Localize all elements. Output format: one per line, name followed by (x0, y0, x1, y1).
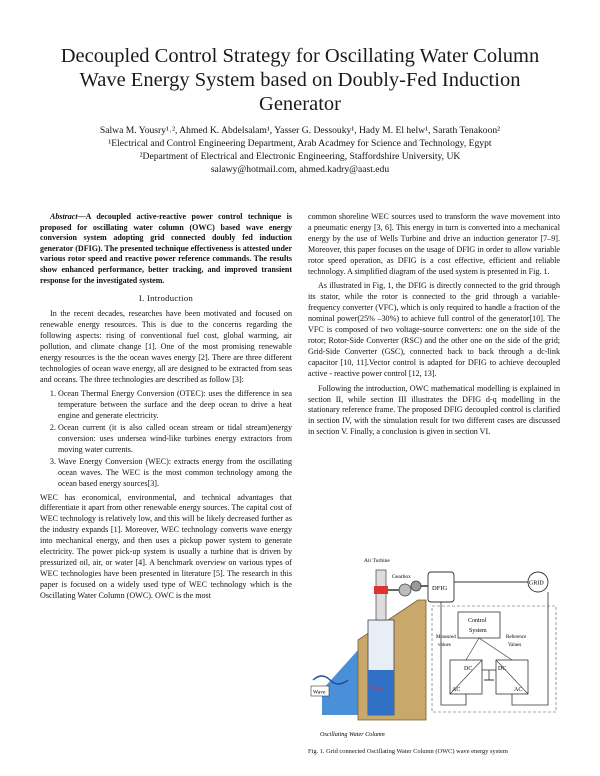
list-item: 2. Ocean current (it is also called ocean stream or tidal stream)energy conversion: uses undersea wind-like turbines energy extractors from moving water currents. (58, 423, 292, 456)
owc-label: Oscillating Water Column (320, 731, 385, 738)
water-label: Water (370, 686, 385, 692)
list-item: 1. Ocean Thermal Energy Conversion (OTEC): uses the difference in sea temperature between the surface and the deep ocean to drive a heat engine and generate electricity. (58, 389, 292, 422)
measured-label: Measured (436, 635, 456, 640)
rsc-dc-label: DC (464, 666, 473, 672)
control-signal-line (479, 638, 512, 660)
list-item: 3. Wave Energy Conversion (WEC): extracts energy from the oscillating ocean waves. The WEC is the most common technology among the ocean based energy sources[3]. (58, 457, 292, 490)
air-turbine-label: Air Turbine (364, 558, 390, 564)
author-block (20, 124, 580, 176)
system-label: System (469, 628, 487, 634)
control-system-box (458, 612, 500, 638)
water-column-shape (368, 670, 394, 715)
section-heading-introduction: I. Introduction (138, 293, 194, 304)
left-column (40, 212, 292, 606)
right-column (308, 212, 560, 442)
affiliation-1: ¹Electrical and Control Engineering Department, Arab Acadmey for Science and Technology, Egypt (108, 138, 492, 149)
dfig-label: DFIG (432, 585, 448, 592)
author-names: Salwa M. Yousry¹˒², Ahmed K. Abdelsalam¹, Yasser G. Dessouky¹, Hady M. El helw¹, Sarath Tenakoon² (99, 125, 501, 136)
abstract-text: —A decoupled active-reactive power control technique is proposed for oscillating water column (OWC) based wave energy conversion system adopting grid connected doubly fed induction generator (DFIG). The presented technique effectiveness is attested under various rotor speed and reactive power reference commands. The results show enhanced performance, better tracking, and improved transient response for the investigated system. (40, 212, 292, 285)
reference-label: Reference (506, 635, 527, 640)
air-turbine-shape (374, 586, 388, 594)
affiliation-2: ²Department of Electrical and Electronic Engineering, Staffordshire University, UK (139, 151, 461, 162)
gsc-dc-label: DC (498, 666, 507, 672)
figure-caption: Fig. 1. Grid connected Oscillating Water Column (OWC) wave energy system (308, 748, 508, 755)
control-signal-line (466, 638, 479, 660)
intro-paragraph-3: common shoreline WEC sources used to transform the wave movement into a pneumatic energy [3, 6]. This energy in turn is converted into a mechanical energy by the use of Wells Turbine and drive an induction generator [7–9]. Moreover, this paper focuses on the usage of DFIG in order to allow variable rotor speed operation, as DFIG is a cost effective, efficient and reliable technology. A simplified diagram of the used system is presented in Fig. 1. (308, 212, 560, 276)
technology-list (40, 389, 292, 489)
author-emails: salawy@hotmail.com, ahmed.kadry@aast.edu (210, 164, 390, 175)
paper-title: Decoupled Control Strategy for Oscillating Water Column Wave Energy System based on Doubly-Fed Induction Generator (60, 45, 540, 115)
grid-label: GRID (529, 580, 544, 587)
measured-values-label: values (438, 643, 451, 648)
reference-values-label: Values (508, 643, 522, 648)
intro-paragraph-4: As illustrated in Fig, 1, the DFIG is directly connected to the grid through its stator, while the rotor is connected to the grid through a variable-frequency converter (VFC), which is only required to handle a fraction of the nominal power(25% –30%) to achieve full control of the generator[10]. The VFC is composed of two voltage-source converters: one on the side of the rotor; Rotor-Side Converter (RSC) and the other one on the side of the grid; Grid-Side Converter (GSC), connected back to back through a dc-link capacitor [10, 11].Vector control is adapted for DFIG to achieve decoupled active - reactive power control [12, 13]. (308, 281, 560, 378)
gearbox-label: Gearbox (392, 574, 411, 580)
figure-1 (308, 540, 560, 740)
air-duct (376, 570, 386, 620)
wave-label: Wave (313, 689, 326, 696)
intro-paragraph-5: Following the introduction, OWC mathematical modelling is explained in section II, while section III illustrates the DFIG d-q modelling in the stationary reference frame. The proposed DFIG decoupled control is clarified in section IV, with the simulation result for two different cases are discussed in section V. Finally, a conclusion is given in section VI. (308, 383, 560, 437)
intro-paragraph-2: WEC has economical, environmental, and technical advantages that differentiate it apart from other renewable energy sources. The capital cost of WEC technology is relatively low, and this will be likely decreased further as the industry expands [1]. Moreover, WEC technology converts wave energy into mechanical energy, and then uses a pickup power system to generate electricity. The power pick-up system is usually a turbine that is driven by pressurized oil, air, or water [4]. A benchmark overview on various types of WEC technologies have been presented in literature [5]. The research in this paper is focused on a widely used type of WEC technology which is the Oscillating Water Column (OWC). OWC is the most (40, 492, 292, 600)
gear-icon (399, 584, 411, 596)
rsc-ac-label: AC (452, 687, 461, 693)
abstract-label: Abstract (50, 212, 78, 221)
gear-icon (411, 581, 421, 591)
intro-paragraph-1: In the recent decades, researches have been motivated and focused on renewable energy resources. This is due to the concerns regarding the following aspects: rising of conventional fuel cost, global warming, air pollution, and climate change [1]. One of the most promising renewable energy resources is the the ocean waves energy [2]. There are three different technologies of ocean wave energy, all are designed to be extracted from seas and oceans. The three technologies are described as follow [3]: (40, 309, 292, 384)
system-diagram (308, 540, 560, 740)
gsc-ac-label: AC (514, 687, 523, 693)
control-label: Control (468, 618, 487, 624)
abstract (40, 212, 292, 286)
